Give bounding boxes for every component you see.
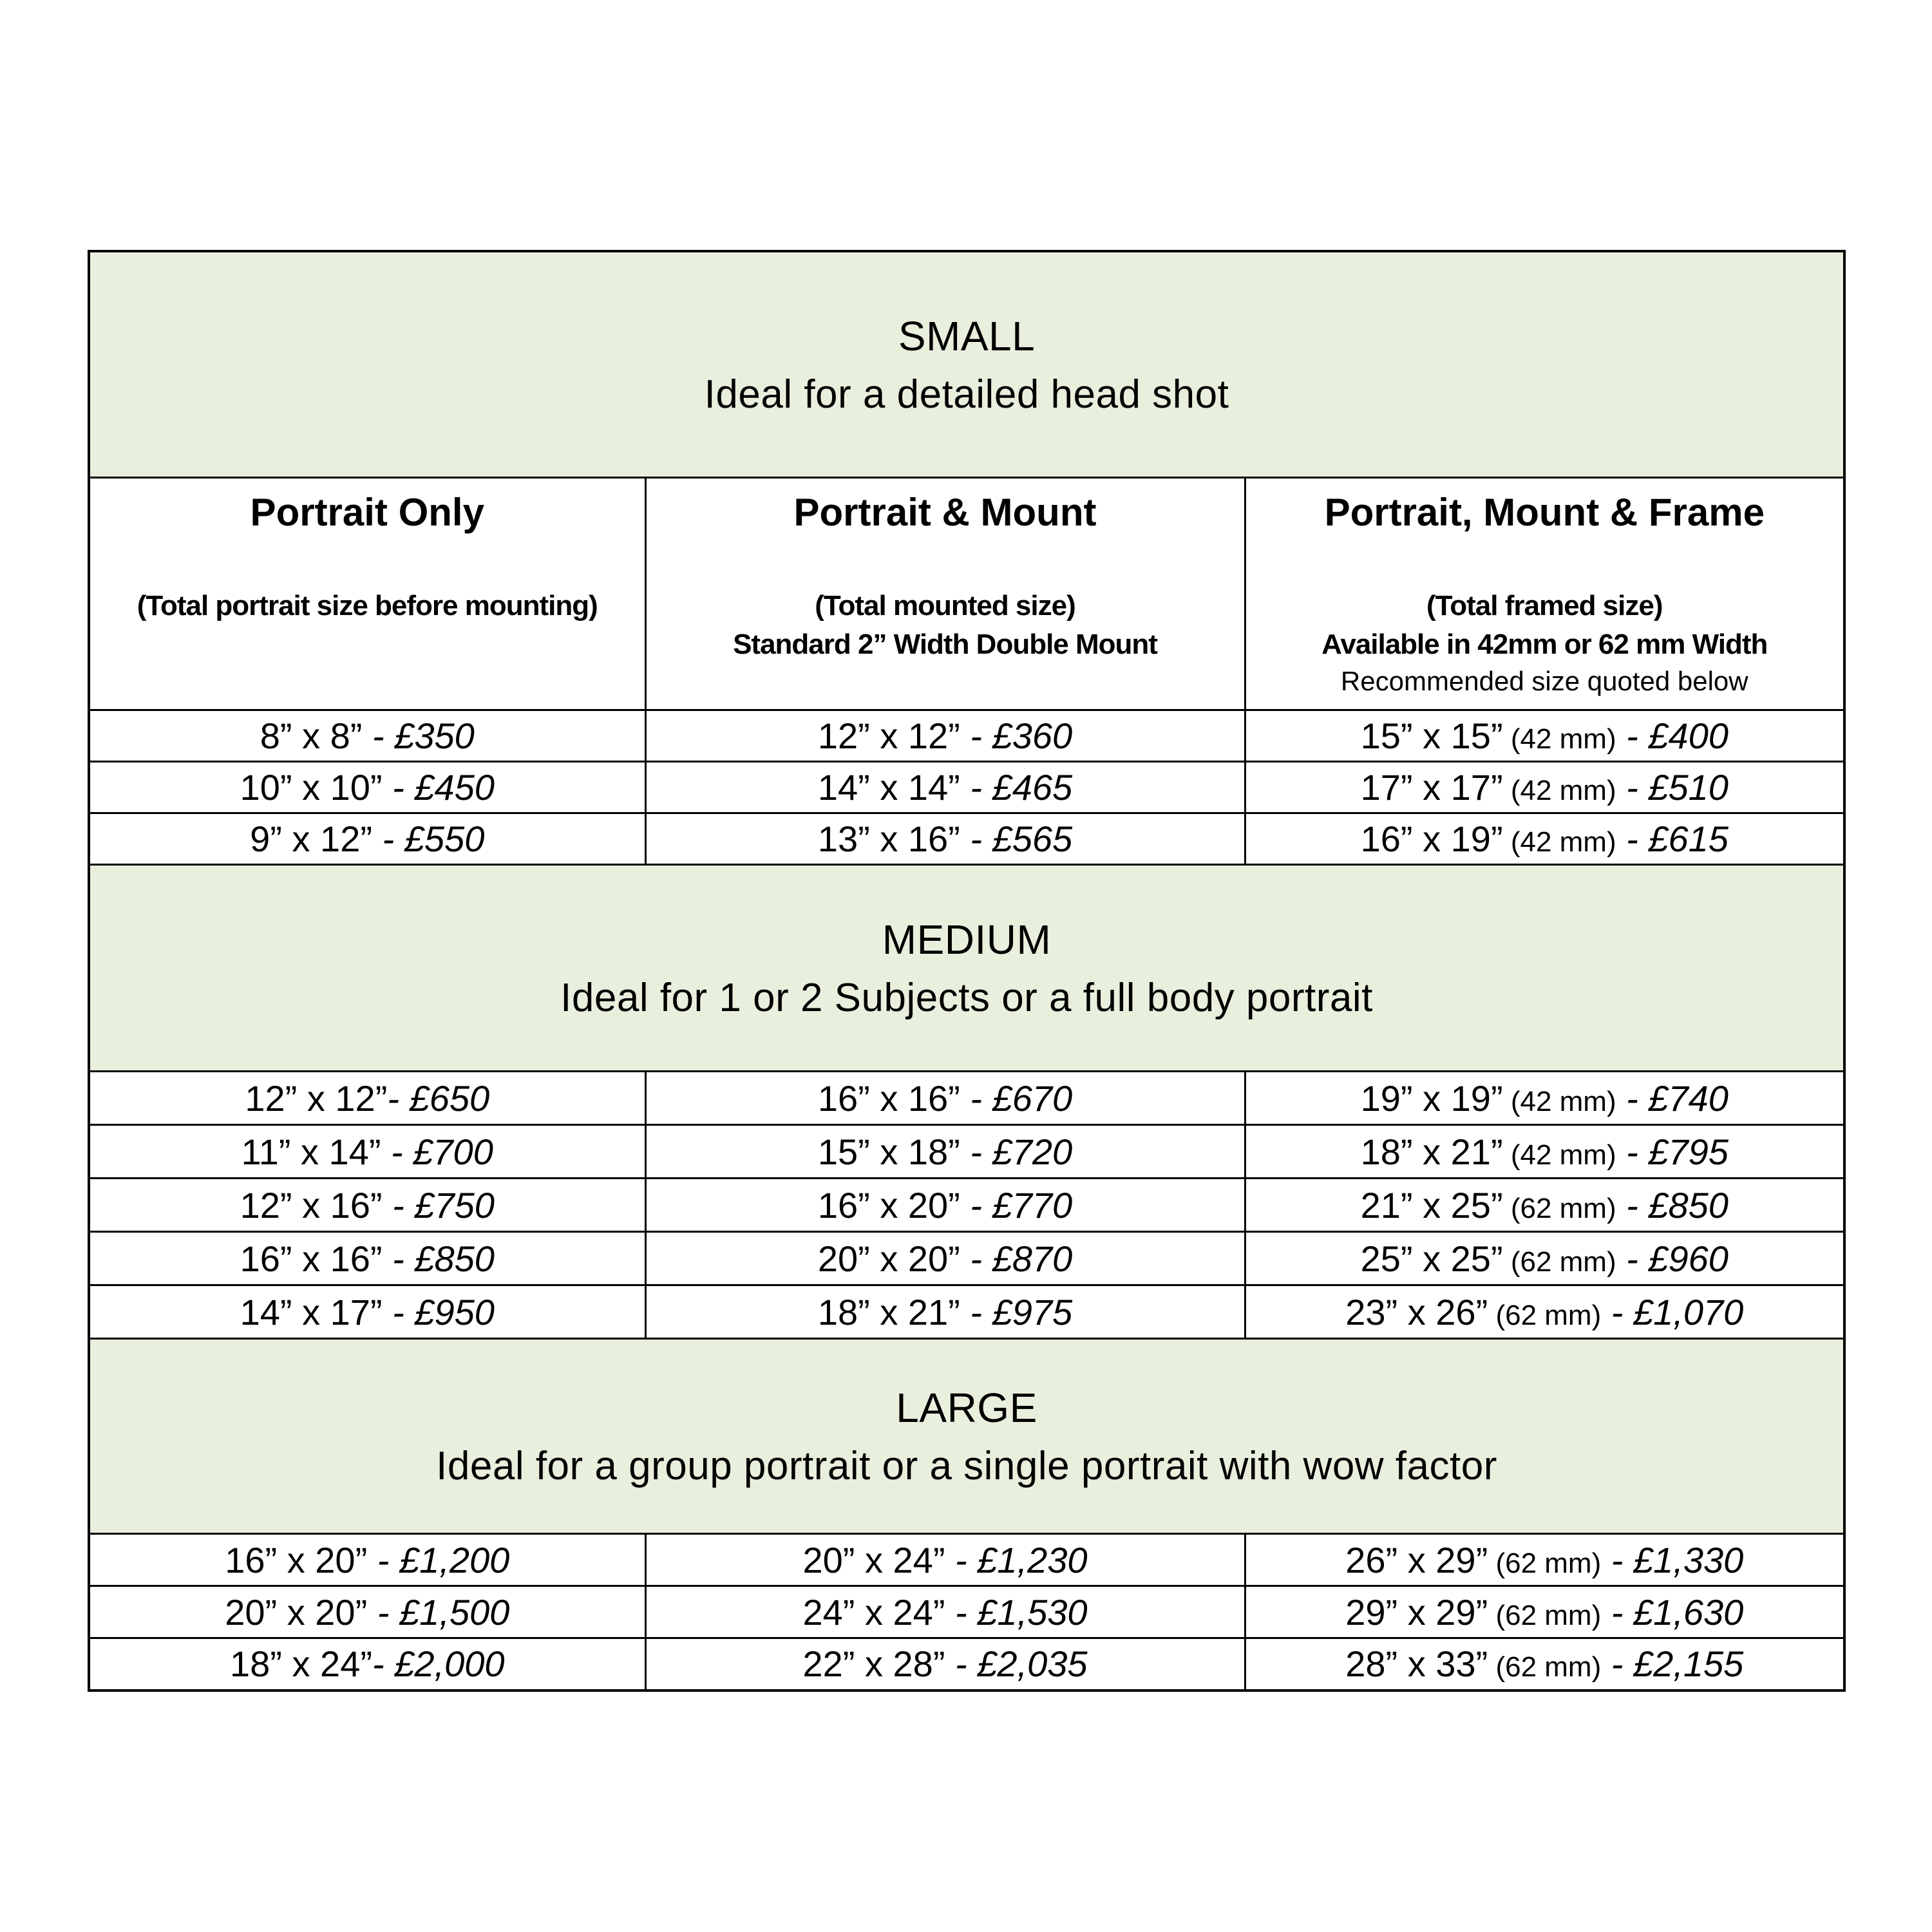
size-text: 16” x 16”	[817, 1077, 960, 1119]
price-cell: 16” x 19” (42 mm) - £615	[1245, 813, 1844, 865]
size-text: 14” x 17”	[240, 1291, 383, 1332]
price-text: £550	[404, 819, 485, 859]
size-text: 17” x 17”	[1360, 767, 1503, 808]
price-text: £795	[1648, 1131, 1728, 1172]
price-cell: 15” x 18” - £720	[645, 1125, 1245, 1179]
table-row	[89, 1232, 1844, 1285]
table-row	[89, 1285, 1844, 1339]
price-text: £2,155	[1633, 1643, 1744, 1685]
column-subtitle: Available in 42mm or 62 mm Width	[1321, 629, 1768, 660]
table-row	[89, 1638, 1844, 1690]
price-cell: 18” x 24”- £2,000	[89, 1638, 645, 1690]
price-text: £960	[1648, 1238, 1728, 1279]
size-text: 18” x 24”	[230, 1643, 372, 1685]
size-text: 18” x 21”	[1360, 1131, 1503, 1172]
price-text: £2,035	[977, 1643, 1088, 1685]
column-title: Portrait, Mount & Frame	[1324, 491, 1765, 534]
price-text: £850	[414, 1238, 495, 1279]
size-text: 16” x 20”	[817, 1184, 960, 1226]
size-text: 26” x 29”	[1345, 1539, 1488, 1580]
price-cell: 20” x 24” - £1,230	[645, 1534, 1245, 1586]
price-text: £770	[992, 1184, 1073, 1226]
size-text: 23” x 26”	[1345, 1291, 1488, 1332]
price-cell: 26” x 29” (62 mm) - £1,330	[1245, 1534, 1844, 1586]
frame-width-text: (62 mm)	[1488, 1299, 1602, 1331]
frame-width-text: (42 mm)	[1502, 1085, 1616, 1117]
section-title-medium: MEDIUM	[882, 916, 1052, 963]
price-cell: 12” x 12” - £360	[645, 710, 1245, 762]
price-cell: 9” x 12” - £550	[89, 813, 645, 865]
section-band-small	[89, 251, 1844, 478]
price-cell: 25” x 25” (62 mm) - £960	[1245, 1232, 1844, 1285]
column-subtitle: (Total mounted size)	[815, 590, 1075, 621]
table-row	[89, 1534, 1844, 1586]
table-row	[89, 813, 1844, 865]
price-cell: 20” x 20” - £1,500	[89, 1586, 645, 1638]
size-text: 10” x 10”	[240, 767, 383, 808]
price-text: £975	[992, 1291, 1073, 1332]
price-text: £465	[992, 767, 1073, 808]
size-text: 13” x 16”	[817, 819, 960, 859]
price-cell: 18” x 21” - £975	[645, 1285, 1245, 1339]
size-text: 16” x 20”	[225, 1539, 368, 1580]
price-text: £1,200	[399, 1539, 510, 1580]
size-text: 21” x 25”	[1360, 1184, 1503, 1226]
table-row	[89, 762, 1844, 813]
column-header-row	[89, 478, 1844, 710]
price-cell: 17” x 17” (42 mm) - £510	[1245, 762, 1844, 813]
frame-width-text: (62 mm)	[1488, 1599, 1602, 1631]
price-cell: 20” x 20” - £870	[645, 1232, 1245, 1285]
table-row	[89, 1586, 1844, 1638]
price-text: £700	[413, 1131, 493, 1172]
price-cell: 8” x 8” - £350	[89, 710, 645, 762]
price-cell: 24” x 24” - £1,530	[645, 1586, 1245, 1638]
frame-width-text: (42 mm)	[1502, 775, 1616, 806]
price-text: £1,230	[977, 1539, 1088, 1580]
column-subtitle: (Total framed size)	[1426, 590, 1663, 621]
table-row	[89, 1125, 1844, 1179]
price-cell: 22” x 28” - £2,035	[645, 1638, 1245, 1690]
size-text: 20” x 20”	[225, 1591, 368, 1633]
column-subtitle: Standard 2” Width Double Mount	[733, 629, 1157, 660]
size-text: 29” x 29”	[1345, 1591, 1488, 1633]
price-cell: 16” x 20” - £770	[645, 1179, 1245, 1232]
column-header-portrait-mount	[645, 478, 1245, 710]
price-text: £870	[992, 1238, 1073, 1279]
price-table	[88, 250, 1846, 1692]
price-text: £350	[394, 715, 475, 756]
price-cell: 19” x 19” (42 mm) - £740	[1245, 1072, 1844, 1125]
table-row	[89, 1072, 1844, 1125]
column-header-portrait-mount-frame	[1245, 478, 1844, 710]
size-text: 9” x 12”	[250, 819, 372, 859]
price-text: £1,330	[1633, 1539, 1744, 1580]
price-text: £565	[992, 819, 1073, 859]
size-text: 16” x 19”	[1360, 819, 1503, 859]
frame-width-text: (42 mm)	[1502, 723, 1616, 755]
section-band-large	[89, 1339, 1844, 1534]
frame-width-text: (62 mm)	[1488, 1651, 1602, 1683]
frame-width-text: (42 mm)	[1502, 1139, 1616, 1171]
size-text: 12” x 12”	[817, 715, 960, 756]
price-text: £740	[1648, 1077, 1728, 1119]
price-text: £450	[414, 767, 495, 808]
size-text: 20” x 24”	[802, 1539, 945, 1580]
price-text: £1,630	[1633, 1591, 1744, 1633]
table-row	[89, 1179, 1844, 1232]
price-text: £650	[409, 1077, 490, 1119]
price-cell: 14” x 14” - £465	[645, 762, 1245, 813]
price-text: £2,000	[394, 1643, 505, 1685]
size-text: 12” x 16”	[240, 1184, 383, 1226]
size-text: 15” x 15”	[1360, 715, 1503, 756]
size-text: 19” x 19”	[1360, 1077, 1503, 1119]
size-text: 12” x 12”	[245, 1077, 388, 1119]
section-tagline-small: Ideal for a detailed head shot	[704, 372, 1229, 417]
frame-width-text: (62 mm)	[1488, 1547, 1602, 1579]
price-cell: 10” x 10” - £450	[89, 762, 645, 813]
size-text: 20” x 20”	[817, 1238, 960, 1279]
price-text: £1,500	[399, 1591, 510, 1633]
size-text: 8” x 8”	[260, 715, 363, 756]
frame-width-text: (62 mm)	[1502, 1192, 1616, 1224]
price-text: £360	[992, 715, 1073, 756]
column-title: Portrait Only	[250, 491, 484, 534]
price-cell: 16” x 16” - £670	[645, 1072, 1245, 1125]
price-cell: 16” x 16” - £850	[89, 1232, 645, 1285]
price-cell: 29” x 29” (62 mm) - £1,630	[1245, 1586, 1844, 1638]
section-title-large: LARGE	[896, 1384, 1037, 1431]
section-tagline-large: Ideal for a group portrait or a single portrait with wow factor	[436, 1443, 1497, 1488]
column-note: Recommended size quoted below	[1340, 666, 1748, 696]
size-text: 11” x 14”	[241, 1131, 381, 1172]
price-text: £1,530	[977, 1591, 1088, 1633]
price-cell: 11” x 14” - £700	[89, 1125, 645, 1179]
price-text: £670	[992, 1077, 1073, 1119]
size-text: 14” x 14”	[817, 767, 960, 808]
table-row	[89, 710, 1844, 762]
size-text: 25” x 25”	[1360, 1238, 1503, 1279]
frame-width-text: (42 mm)	[1502, 826, 1616, 858]
size-text: 18” x 21”	[817, 1291, 960, 1332]
price-text: £950	[414, 1291, 495, 1332]
frame-width-text: (62 mm)	[1502, 1245, 1616, 1278]
size-text: 15” x 18”	[817, 1131, 960, 1172]
price-cell: 12” x 12”- £650	[89, 1072, 645, 1125]
column-subtitle: (Total portrait size before mounting)	[137, 590, 598, 621]
price-cell: 21” x 25” (62 mm) - £850	[1245, 1179, 1844, 1232]
column-title: Portrait & Mount	[793, 491, 1097, 534]
price-cell: 12” x 16” - £750	[89, 1179, 645, 1232]
price-cell: 23” x 26” (62 mm) - £1,070	[1245, 1285, 1844, 1339]
size-text: 28” x 33”	[1345, 1643, 1488, 1685]
price-cell: 16” x 20” - £1,200	[89, 1534, 645, 1586]
price-text: £615	[1648, 819, 1728, 859]
section-tagline-medium: Ideal for 1 or 2 Subjects or a full body portrait	[560, 975, 1373, 1020]
price-cell: 14” x 17” - £950	[89, 1285, 645, 1339]
size-text: 16” x 16”	[240, 1238, 383, 1279]
price-cell: 15” x 15” (42 mm) - £400	[1245, 710, 1844, 762]
price-text: £1,070	[1633, 1291, 1744, 1332]
section-band-medium	[89, 865, 1844, 1072]
section-title-small: SMALL	[898, 312, 1036, 359]
price-text: £510	[1648, 767, 1728, 808]
price-cell: 18” x 21” (42 mm) - £795	[1245, 1125, 1844, 1179]
price-cell: 13” x 16” - £565	[645, 813, 1245, 865]
price-text: £400	[1648, 715, 1728, 756]
price-text: £720	[992, 1131, 1073, 1172]
price-cell: 28” x 33” (62 mm) - £2,155	[1245, 1638, 1844, 1690]
price-text: £750	[414, 1184, 495, 1226]
price-text: £850	[1648, 1184, 1728, 1226]
size-text: 24” x 24”	[802, 1591, 945, 1633]
size-text: 22” x 28”	[802, 1643, 945, 1685]
column-header-portrait-only	[89, 478, 645, 710]
